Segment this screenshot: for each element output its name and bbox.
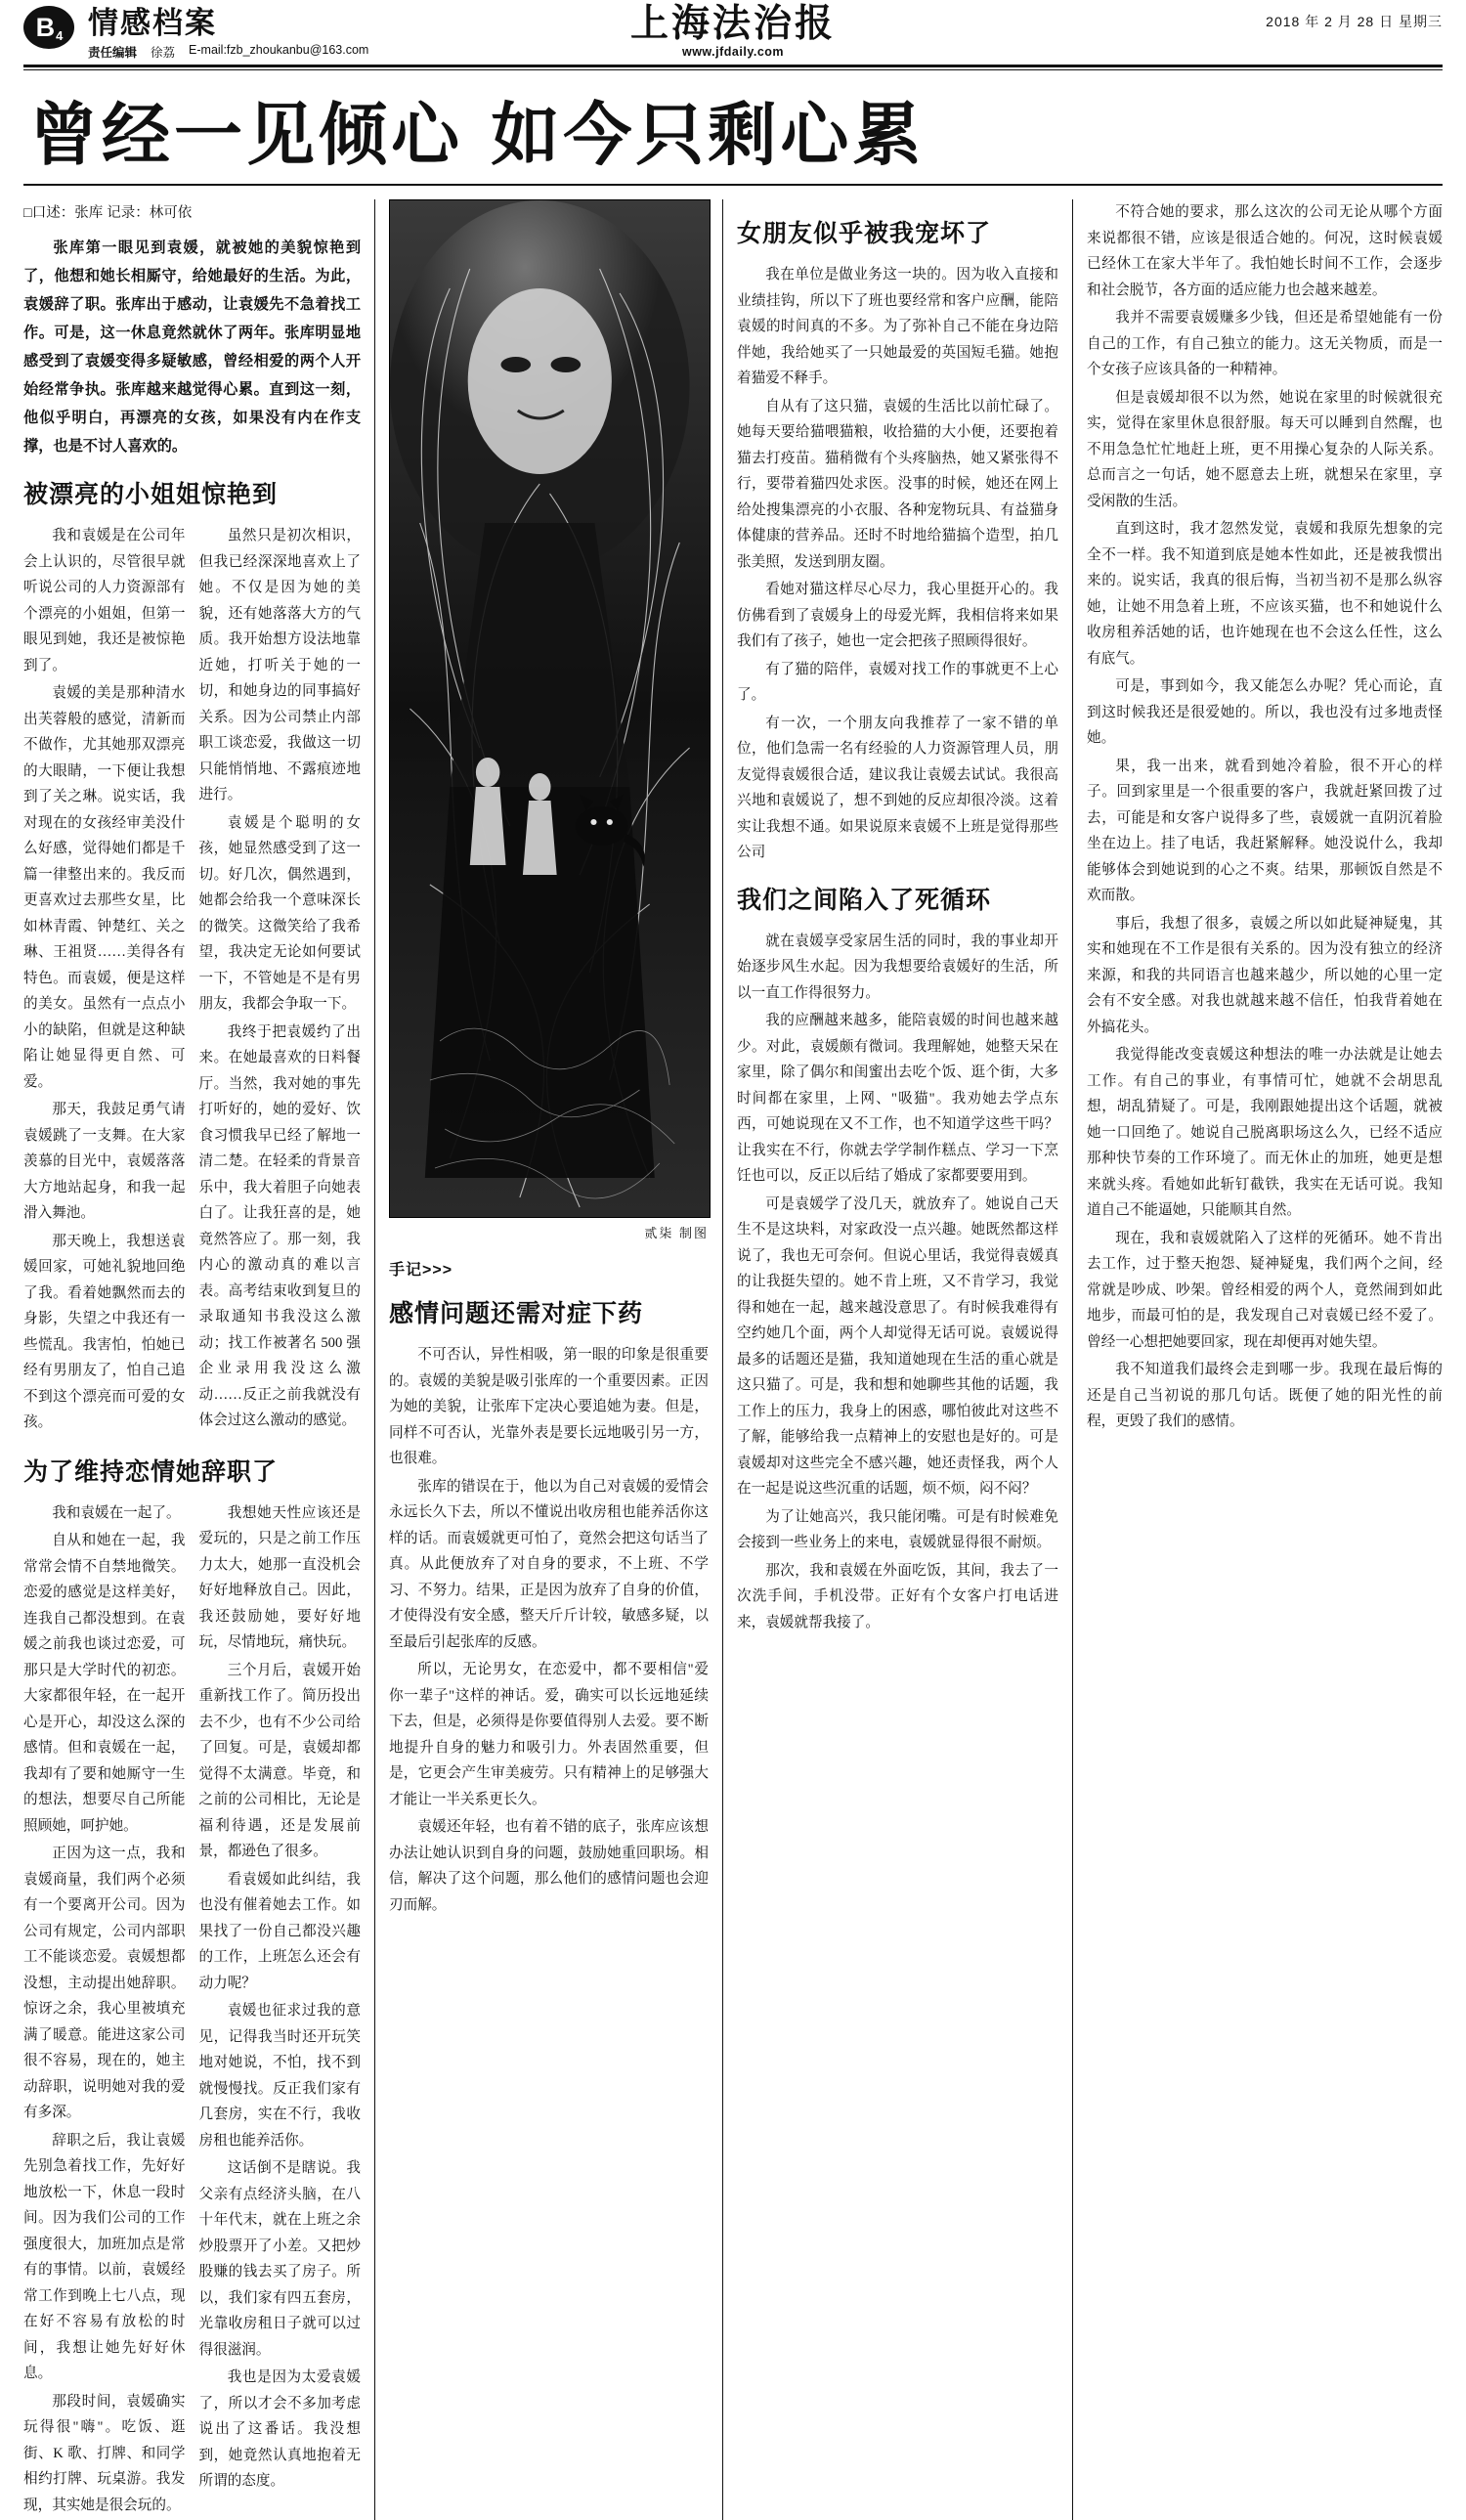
paragraph: 为了让她高兴，我只能闭嘴。可是有时候难免会接到一些业务上的来电，袁媛就显得很不耐烦。 [737, 1504, 1058, 1556]
paragraph: 可是袁媛学了没几天，就放弃了。她说自己天生不是这块料，对家政没一点兴趣。她既然都这样说了，我也无可奈何。但说心里话，我觉得袁媛真的让我挺失望的。她不肯上班，又不肯学习，我觉得和她在一起，越来越没意思了。有时候我难得有空约她几个面，两个人却觉得无话可说。袁媛说得最多的话题还是猫，我知道她现在生活的重心就是这只猫了。可是，我和想和她聊些其他的话题，我工作上的压力，我身上的困惑，哪怕彼此对这些不了解，能够给我一点精神上的安慰也是好的。可是袁媛却对这些完全不感兴趣，她还责怪我，两个人在一起是说这些沉重的话题，烦不烦，闷不闷？ [737, 1192, 1058, 1502]
illustration-caption: 贰柒 制图 [389, 1223, 709, 1241]
paragraph: 那次，我和袁媛在外面吃饭，其间，我去了一次洗手间，手机没带。正好有个女客户打电话进来，袁媛就帮我接了。 [737, 1558, 1058, 1636]
paragraph: 事后，我想了很多，袁媛之所以如此疑神疑鬼，其实和她现在不工作是很有关系的。因为没有独立的经济来源，和我的共同语言也越来越少，所以她的心里一定会有不安全感。对我也就越来越不信任，怕我背着她在外搞花头。 [1087, 911, 1443, 1041]
publish-date: 2018 年 2 月 28 日 星期三 [1266, 12, 1443, 31]
paragraph: 那天，我鼓足勇气请袁媛跳了一支舞。在大家羡慕的目光中，袁媛落落大方地站起身，和我一起滑入舞池。 [23, 1097, 186, 1227]
note-title: 感情问题还需对症下药 [389, 1297, 709, 1330]
paragraph: 我在单位是做业务这一块的。因为收入直接和业绩挂钩，所以下了班也要经常和客户应酬，能陪袁媛的时间真的不多。为了弥补自己不能在身边陪伴她，我给她买了一只她最爱的英国短毛猫。她抱着猫爱不释手。 [737, 262, 1058, 392]
article-body [0, 186, 1466, 2520]
section-1-left [23, 523, 186, 1438]
column-4 [1073, 199, 1443, 2520]
paragraph: 这话倒不是瞎说。我父亲有点经济头脑，在八十年代末，就在上班之余炒股票开了小差。又把炒股赚的钱去买了房子。所以，我们家有四五套房，光靠收房租日子就可以过得很滋润。 [199, 2155, 362, 2363]
column-1 [23, 199, 375, 2520]
paragraph: 所以，无论男女，在恋爱中，都不要相信"爱你一辈子"这样的神话。爱，确实可以长远地延续下去，但是，必须得是你要值得别人去爱。要不断地提升自身的魅力和吸引力。外表固然重要，但是，它更会产生审美疲劳。只有精神上的足够强大才能让一半关系更长久。 [389, 1657, 709, 1812]
paragraph: 现在，我和袁媛就陷入了这样的死循环。她不肯出去工作，过于整天抱怨、疑神疑鬼，我们两个之间，经常就是吵成、吵架。曾经相爱的两个人，竟然闹到如此地步，而最可怕的是，我发现自己对袁媛已经不爱了。曾经一心想把她要回家，现在却便再对她失望。 [1087, 1226, 1443, 1356]
masthead [0, 0, 1466, 61]
paragraph: 张库的错误在于，他以为自己对袁媛的爱情会永远长久下去，所以不懂说出收房租也能养活你这样的话。而袁媛就更可怕了，竟然会把这句话当了真。从此便放弃了对自身的要求，不上班、不学习、不努力。结果，正是因为放弃了自身的价值，才使得没有安全感，整天斤斤计较，敏感多疑，以至最后引起张库的反感。 [389, 1474, 709, 1656]
paragraph: 正因为这一点，我和袁媛商量，我们两个必须有一个要离开公司。因为公司有规定，公司内部职工不能谈恋爱。袁媛想都没想，主动提出她辞职。惊讶之余，我心里被填充满了暖意。能进这家公司很不容易，现在的，她主动辞职，说明她对我的爱有多深。 [23, 1841, 186, 2126]
paragraph: 我和袁媛在一起了。 [23, 1500, 186, 1527]
paragraph: 虽然只是初次相识，但我已经深深地喜欢上了她。不仅是因为她的美貌，还有她落落大方的气质。我开始想方设法地靠近她，打听关于她的一切，和她身边的同事搞好关系。因为公司禁止内部职工谈恋爱，我做这一切只能悄悄地、不露痕迹地进行。 [199, 523, 362, 808]
section-1-right [199, 523, 362, 1438]
masthead-left [23, 6, 368, 61]
badge-number: 4 [56, 28, 63, 43]
paper-name: 上海法治报 [630, 2, 836, 45]
paragraph: 我觉得能改变袁媛这种想法的唯一办法就是让她去工作。有自己的事业，有事情可忙，她就不会胡思乱想，胡乱猜疑了。可是，我刚跟她提出这个话题，就被她一口回绝了。她说自己脱离职场这么久，已经不适应那种快节奏的工作环境了。而无休止的加班，她更是想来就头疼。看她如此斩钉截铁，我实在无话可说。我知道自己不能逼她，只能顺其自然。 [1087, 1042, 1443, 1224]
paragraph: 袁媛也征求过我的意见，记得我当时还开玩笑地对她说，不怕，找不到就慢慢找。反正我们家有几套房，实在不行，我收房租也能养活你。 [199, 1998, 362, 2153]
paragraph: 袁媛的美是那种清水出芙蓉般的感觉，清新而不做作，尤其她那双漂亮的大眼睛，一下便让我想到了关之琳。说实话，我对现在的女孩经审美没什么好感，觉得她们都是千篇一律整出来的。我反而更喜欢过去那些女星，比如林青霞、钟楚红、关之琳、王祖贤……美得各有特色。而袁媛，便是这样的美女。虽然有一点点小小的缺陷，但就是这种缺陷让她显得更自然、可爱。 [23, 680, 186, 1095]
paragraph: 那段时间，袁媛确实玩得很"嗨"。吃饭、逛街、K 歌、打牌、和同学相约打牌、玩桌游。我发现，其实她是很会玩的。 [23, 2389, 186, 2519]
paragraph: 不符合她的要求，那么这次的公司无论从哪个方面来说都很不错，应该是很适合她的。何况，这时候袁媛已经休工在家大半年了。我怕她长时间不工作，会逐步和社会脱节，各方面的适应能力也会越来越差。 [1087, 199, 1443, 303]
byline: □口述：张库 记录：林可依 [23, 201, 361, 222]
section-heading-1: 被漂亮的小姐姐惊艳到 [23, 478, 361, 511]
masthead-rule [23, 65, 1443, 67]
paragraph: 看她对猫这样尽心尽力，我心里挺开心的。我仿佛看到了袁媛身上的母爱光辉，我相信将来如果我们有了孩子，她也一定会把孩子照顾得很好。 [737, 577, 1058, 655]
paragraph: 有一次，一个朋友向我推荐了一家不错的单位，他们急需一名有经验的人力资源管理人员，朋友觉得袁媛很合适，建议我让袁媛去试试。我很高兴地和袁媛说了，想不到她的反应却很冷淡。这着实让我想不通。如果说原来袁媛不上班是觉得那些公司 [737, 711, 1058, 866]
paragraph: 我不知道我们最终会走到哪一步。我现在最后悔的还是自己当初说的那几句话。既便了她的阳光性的前程，更毁了我们的感情。 [1087, 1357, 1443, 1435]
illustration [389, 199, 711, 1218]
section-heading-4: 我们之间陷入了死循环 [737, 884, 1058, 917]
paragraph: 有了猫的陪伴，袁媛对找工作的事就更不上心了。 [737, 657, 1058, 709]
paragraph: 可是，事到如今，我又能怎么办呢？凭心而论，直到这时候我还是很爱她的。所以，我也没有过多地责怪她。 [1087, 673, 1443, 752]
illustration-artwork [390, 200, 710, 1217]
lead-paragraph: 张库第一眼见到袁媛，就被她的美貌惊艳到了，他想和她长相厮守，给她最好的生活。为此，袁媛辞了职。张库出于感动，让袁媛先不急着找工作。可是，这一休息竟然就休了两年。张库明显地感受到了袁媛变得多疑敏感，曾经相爱的两个人开始经常争执。张库越来越觉得心累。直到这一刻，他似乎明白，再漂亮的女孩，如果没有内在作支撑，也是不讨人喜欢的。 [23, 234, 361, 460]
badge-letter: B [36, 13, 56, 43]
paragraph: 果，我一出来，就看到她冷着脸，很不开心的样子。回到家里是一个很重要的客户，我就赶紧回拨了过去，可能是和女客户说得多了些，袁媛就一直阴沉着脸坐在边上。挂了电话，我赶紧解释。她没说什么，我却能够体会到她说到的心之不爽。结果，那顿饭自然是不欢而散。 [1087, 754, 1443, 909]
paragraph: 我也是因为太爱袁媛了，所以才会不多加考虑说出了这番话。我没想到，她竟然认真地抱着无所谓的态度。 [199, 2365, 362, 2495]
paragraph: 看袁媛如此纠结，我也没有催着她去工作。如果找了一份自己都没兴趣的工作，上班怎么还会有动力呢？ [199, 1867, 362, 1997]
paragraph: 袁媛还年轻，也有着不错的底子，张库应该想办法让她认识到自身的问题，鼓励她重回职场。相信，解决了这个问题，那么他们的感情问题也会迎刃而解。 [389, 1814, 709, 1918]
page-title: 曾经一见倾心 如今只剩心累 [29, 96, 1437, 174]
note-header: 手记>>> [389, 1257, 709, 1280]
paragraph: 就在袁媛享受家居生活的同时，我的事业却开始逐步风生水起。因为我想要给袁媛好的生活，所以一直工作得很努力。 [737, 929, 1058, 1007]
paragraph: 自从有了这只猫，袁媛的生活比以前忙碌了。她每天要给猫喂猫粮，收拾猫的大小便，还要抱着猫去打疫苗。猫稍微有个头疼脑热，她又紧张得不行，要带着猫四处求医。没事的时候，她还在网上给处搜集漂亮的小衣服、各种宠物玩具、有益猫身体健康的营养品。还时不时地给猫搞个造型，拍几张美照，发送到朋友圈。 [737, 394, 1058, 576]
paper-url[interactable]: www.jfdaily.com [630, 45, 836, 59]
editor-email: E-mail:fzb_zhoukanbu@163.com [189, 43, 368, 61]
section-2-left [23, 1500, 186, 2520]
editor-line [88, 43, 368, 61]
section-heading-3: 女朋友似乎被我宠坏了 [737, 217, 1058, 250]
column-2 [375, 199, 723, 2520]
paragraph: 我并不需要袁媛赚多少钱，但还是希望她能有一份自己的工作，有自己独立的能力。这无关物质，而是一个女孩子应该具备的一种精神。 [1087, 305, 1443, 383]
paragraph: 但是袁媛却很不以为然，她说在家里的时候就很充实，觉得在家里休息很舒服。每天可以睡到自然醒，也不用急急忙忙地赶上班，更不用操心复杂的人际关系。总而言之一句话，她不愿意去上班，就想呆在家里，享受闲散的生活。 [1087, 385, 1443, 515]
section-badge [23, 6, 74, 49]
paragraph: 直到这时，我才忽然发觉，袁媛和我原先想象的完全不一样。我不知道到底是她本性如此，还是被我惯出来的。说实话，我真的很后悔，当初当初不是那么纵容她，让她不用急着上班，不应该买猫，也不和她说什么收房租养活她的话，也许她现在也不会这么任性，这么有底气。 [1087, 516, 1443, 672]
paragraph: 我终于把袁媛约了出来。在她最喜欢的日料餐厅。当然，我对她的事先打听好的，她的爱好、饮食习惯我早已经了解地一清二楚。在轻柔的背景音乐中，我大着胆子向她表白了。让我狂喜的是，她竟然答应了。那一刻，我内心的激动真的难以言表。高考结束收到复旦的录取通知书我没这么激动；找工作被著名 500 强企业录用我没这么激动……反正之前我就没有体会过这么激动的感觉。 [199, 1020, 362, 1434]
paragraph: 我和袁媛是在公司年会上认识的，尽管很早就听说公司的人力资源部有个漂亮的小姐姐，但第一眼见到她，我还是被惊艳到了。 [23, 523, 186, 678]
section-1-columns [23, 523, 361, 1438]
section-2-right [199, 1500, 362, 2520]
section-title: 情感档案 [88, 6, 368, 41]
section-2-columns [23, 1500, 361, 2520]
editor-label: 责任编辑 [88, 43, 137, 61]
paragraph: 辞职之后，我让袁媛先别急着找工作，先好好地放松一下，休息一段时间。因为我们公司的工作强度很大，加班加点是常有的事情。以前，袁媛经常工作到晚上七八点，现在好不容易有放松的时间，我想让她先好好休息。 [23, 2128, 186, 2387]
paragraph: 我的应酬越来越多，能陪袁媛的时间也越来越少。对此，袁媛颇有微词。我理解她，她整天呆在家里，除了偶尔和闺蜜出去吃个饭、逛个街，大多时间都在家里，上网、"吸猫"。我劝她去学点东西，可她说现在又不工作，也不知道学这些干吗？让我实在不行，你就去学学制作糕点、学习一下烹饪也可以，反正以后结了婚成了家都要要用到。 [737, 1008, 1058, 1190]
editor-name: 徐荔 [151, 43, 175, 61]
paragraph: 那天晚上，我想送袁媛回家，可她礼貌地回绝了我。看着她飘然而去的身影，失望之中我还有一些慌乱。我害怕，怕她已经有男朋友了，怕自己追不到这个漂亮而可爱的女孩。 [23, 1229, 186, 1436]
paragraph: 不可否认，异性相吸，第一眼的印象是很重要的。袁媛的美貌是吸引张库的一个重要因素。正因为她的美貌，让张库下定决心要追她为妻。但是，同样不可否认，光靠外表是要长远地吸引另一方，也很难。 [389, 1342, 709, 1472]
paragraph: 我想她天性应该还是爱玩的，只是之前工作压力太大，她那一直没机会好好地释放自己。因此，我还鼓励她，要好好地玩，尽情地玩，痛快玩。 [199, 1500, 362, 1656]
masthead-rule-thin [23, 69, 1443, 70]
section-heading-2: 为了维持恋情她辞职了 [23, 1456, 361, 1489]
column-3 [723, 199, 1073, 2520]
paragraph: 袁媛是个聪明的女孩，她显然感受到了这一切。好几次，偶然遇到，她都会给我一个意味深长的微笑。这微笑给了我希望，我决定无论如何要试一下，不管她是不是有男朋友，我都会争取一下。 [199, 810, 362, 1018]
paper-identity [630, 2, 836, 59]
paragraph: 自从和她在一起，我常常会情不自禁地微笑。恋爱的感觉是这样美好，连我自己都没想到。在袁媛之前我也谈过恋爱，可那只是大学时代的初恋。大家都很年轻，在一起开心是开心，却没这么深的感情。但和袁媛在一起，我却有了要和她厮守一生的想法，想要尽自己所能照顾她，呵护她。 [23, 1528, 186, 1839]
paragraph: 三个月后，袁媛开始重新找工作了。简历投出去不少，也有不少公司给了回复。可是，袁媛却都觉得不太满意。毕竟，和之前的公司相比，无论是福利待遇，还是发展前景，都逊色了很多。 [199, 1658, 362, 1865]
